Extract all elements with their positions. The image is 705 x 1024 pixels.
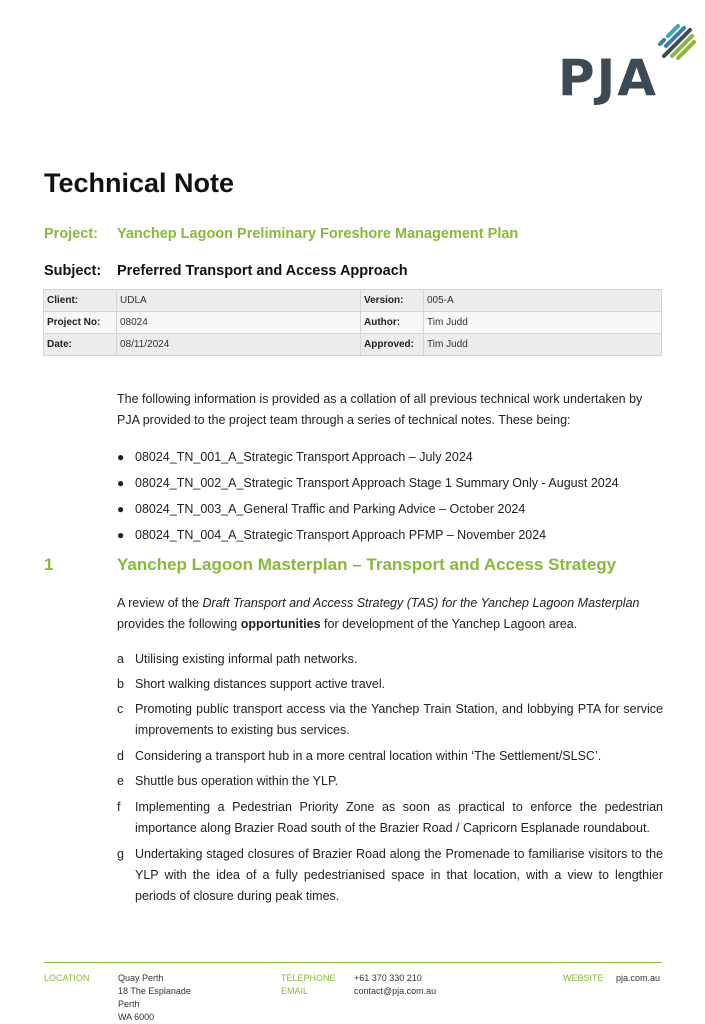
- project-no-label: Project No:: [44, 312, 117, 334]
- author-label: Author:: [361, 312, 424, 334]
- project-value: Yanchep Lagoon Preliminary Foreshore Management Plan: [117, 226, 519, 242]
- list-item: [117, 746, 663, 767]
- item-letter: a: [117, 652, 124, 666]
- list-item: [117, 674, 663, 695]
- bullet-text: 08024_TN_002_A_Strategic Transport Approach Stage 1 Summary Only - August 2024: [135, 476, 619, 490]
- approved-value: Tim Judd: [424, 334, 662, 356]
- item-letter: e: [117, 774, 124, 788]
- item-letter: g: [117, 847, 124, 861]
- footer-address: [118, 972, 191, 1024]
- author-value: Tim Judd: [424, 312, 662, 334]
- date-value: 08/11/2024: [117, 334, 361, 356]
- footer-divider: [44, 962, 662, 963]
- intro-text-end: for development of the Yanchep Lagoon area.: [320, 617, 578, 631]
- intro-text-bold: opportunities: [240, 617, 321, 631]
- bullet-icon: ●: [117, 502, 125, 516]
- table-row: [44, 312, 662, 334]
- intro-text-mid: provides the following: [117, 617, 241, 631]
- list-item: [117, 474, 619, 492]
- intro-text-start: A review of the: [117, 596, 203, 610]
- footer-location-label: LOCATION: [44, 973, 90, 983]
- address-line: 18 The Esplanade: [118, 986, 191, 996]
- item-letter: d: [117, 749, 124, 763]
- client-value: UDLA: [117, 290, 361, 312]
- approved-label: Approved:: [361, 334, 424, 356]
- version-value: 005-A: [424, 290, 662, 312]
- list-item: [117, 771, 663, 792]
- address-line: WA 6000: [118, 1012, 155, 1022]
- logo-wordmark: PJA: [558, 49, 658, 107]
- item-text: Promoting public transport access via the Yanchep Train Station, and lobbying PTA for service improvements to existing bus services.: [135, 702, 663, 737]
- bullet-text: 08024_TN_001_A_Strategic Transport Approach – July 2024: [135, 450, 473, 464]
- logo-stripes-icon: [654, 24, 698, 68]
- footer-website-label: WEBSITE: [563, 973, 604, 983]
- item-text: Implementing a Pedestrian Priority Zone as soon as practical to enforce the pedestrian importance along Brazier Road south of the Brazier Road / Capricorn Esplanade roundabout.: [135, 800, 663, 835]
- list-item: [117, 699, 663, 741]
- list-item: [117, 797, 663, 839]
- item-text: Short walking distances support active travel.: [135, 677, 386, 691]
- version-label: Version:: [361, 290, 424, 312]
- item-text: Considering a transport hub in a more central location within ‘The Settlement/SLSC’.: [135, 749, 602, 763]
- client-label: Client:: [44, 290, 117, 312]
- address-line: Quay Perth: [118, 973, 164, 983]
- list-item: [117, 649, 663, 670]
- item-text: Shuttle bus operation within the YLP.: [135, 774, 339, 788]
- item-text: Utilising existing informal path networks.: [135, 652, 358, 666]
- list-item: [117, 526, 546, 544]
- subject-label: Subject:: [44, 263, 102, 279]
- bullet-icon: ●: [117, 450, 125, 464]
- bullet-text: 08024_TN_004_A_Strategic Transport Approach PFMP – November 2024: [135, 528, 547, 542]
- list-item: [117, 500, 525, 518]
- footer-website: pja.com.au: [616, 973, 661, 983]
- section-intro-paragraph: [117, 593, 663, 635]
- item-letter: f: [117, 800, 121, 814]
- list-item: [117, 448, 473, 466]
- item-text: Undertaking staged closures of Brazier Road along the Promenade to familiarise visitors to the YLP with the idea of a fully pedestrianised space in that location, with a view to lengthier periods of closure during peak times.: [135, 847, 663, 903]
- project-no-value: 08024: [117, 312, 361, 334]
- pja-logo: [558, 24, 700, 106]
- footer-telephone-label: TELEPHONE: [281, 973, 336, 983]
- section-number: 1: [44, 555, 54, 574]
- table-row: [44, 334, 662, 356]
- item-letter: b: [117, 677, 124, 691]
- footer-telephone: +61 370 330 210: [354, 973, 422, 983]
- footer-email-label: EMAIL: [281, 986, 309, 996]
- section-title: Yanchep Lagoon Masterplan – Transport and Access Strategy: [117, 555, 617, 574]
- bullet-icon: ●: [117, 476, 125, 490]
- date-label: Date:: [44, 334, 117, 356]
- project-label: Project:: [44, 226, 98, 242]
- footer-email: contact@pja.com.au: [354, 986, 437, 996]
- address-line: Perth: [118, 999, 140, 1009]
- document-info-table: [43, 289, 662, 356]
- bullet-icon: ●: [117, 528, 125, 542]
- item-letter: c: [117, 702, 124, 716]
- bullet-text: 08024_TN_003_A_General Traffic and Parking Advice – October 2024: [135, 502, 526, 516]
- subject-value: Preferred Transport and Access Approach: [117, 263, 408, 279]
- intro-text-italic: Draft Transport and Access Strategy (TAS) for the Yanchep Lagoon Masterplan: [202, 596, 640, 610]
- list-item: [117, 844, 663, 907]
- table-row: [44, 290, 662, 312]
- intro-paragraph: The following information is provided as a collation of all previous technical work undertaken by PJA provided to the project team through a series of technical notes. These being:: [117, 392, 643, 427]
- document-title: Technical Note: [44, 168, 235, 198]
